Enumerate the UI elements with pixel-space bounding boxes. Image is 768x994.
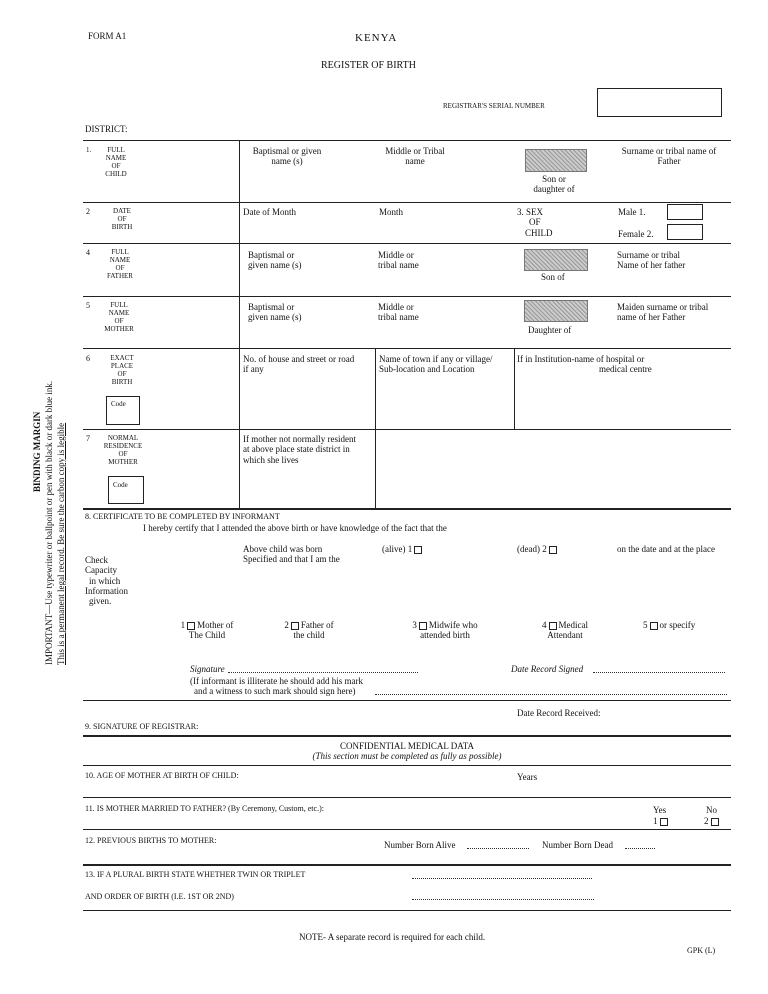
- on-date-label: on the date and at the place: [617, 544, 715, 554]
- q12-label: 12. PREVIOUS BIRTHS TO MOTHER:: [85, 836, 217, 845]
- binding-margin-label: BINDING MARGIN: [32, 411, 42, 492]
- serial-number-box[interactable]: [597, 88, 722, 117]
- rule-row6: [83, 348, 731, 349]
- option-father-label: Father of: [300, 620, 334, 630]
- row2-date-of-month: Date of Month: [243, 207, 296, 217]
- q11-no-option[interactable]: [704, 816, 721, 826]
- signature-line[interactable]: [228, 672, 418, 673]
- row1-label: FULL NAME OF CHILD: [105, 146, 127, 179]
- option-medical-sub: Attendant: [547, 630, 583, 641]
- dead-option[interactable]: [517, 544, 559, 554]
- option-midwife-num: 3: [412, 620, 417, 630]
- row7-note: If mother not normally resident at above place state district in which she lives: [243, 434, 356, 465]
- date-signed-label: Date Record Signed: [511, 664, 584, 674]
- q12-alive-label: Number Born Alive: [384, 840, 456, 850]
- option-midwife[interactable]: [405, 620, 485, 641]
- row4-surname-label: Surname or tribal Name of her father: [617, 250, 686, 271]
- medical-heading: CONFIDENTIAL MEDICAL DATA (This section must be completed as fully as possible): [312, 741, 502, 762]
- cert-capacity-label: Check Capacity in which Information given.: [85, 555, 128, 607]
- option-medical-num: 4: [542, 620, 547, 630]
- male-box[interactable]: [667, 204, 703, 220]
- row1-middle-label: Middle or Tribal name: [385, 146, 445, 167]
- option-specify-num: 5: [643, 620, 648, 630]
- serial-number-label: REGISTRAR'S SERIAL NUMBER: [443, 102, 545, 110]
- option-specify-label: or specify: [659, 620, 696, 630]
- registrar-signature-label: 9. SIGNATURE OF REGISTRAR:: [85, 722, 199, 731]
- row5-hatch: [524, 300, 588, 322]
- form-id: FORM A1: [88, 31, 127, 41]
- rule-registrar: [83, 735, 731, 737]
- row4-label: FULL NAME OF FATHER: [107, 248, 133, 281]
- date-received-label: Date Record Received:: [517, 708, 601, 718]
- option-specify-checkbox[interactable]: [650, 622, 658, 630]
- row5-num: 5: [86, 301, 90, 310]
- option-mother[interactable]: [172, 620, 242, 641]
- row4-middle-label: Middle or tribal name: [378, 250, 419, 271]
- row4-hatch: [524, 249, 588, 271]
- witness-line[interactable]: [375, 694, 727, 695]
- q13-order-line[interactable]: [412, 899, 594, 900]
- rule-row4: [83, 243, 731, 244]
- signature-label: Signature: [190, 664, 225, 674]
- option-mother-label: Mother of: [197, 620, 234, 630]
- row5-label: FULL NAME OF MOTHER: [104, 301, 134, 334]
- q12-dead-line[interactable]: [625, 848, 655, 849]
- row5-middle-label: Middle or tribal name: [378, 302, 419, 323]
- q11-yes: Yes: [653, 805, 667, 815]
- footer-note: NOTE- A separate record is required for each child.: [299, 932, 486, 942]
- row2-month: Month: [379, 207, 404, 217]
- row6-town-label: Name of town if any or village/ Sub-location and Location: [379, 354, 493, 375]
- row4-son-of: Son of: [541, 272, 565, 282]
- q10-years: Years: [517, 772, 538, 782]
- col-label-divider: [239, 140, 240, 508]
- q13-line[interactable]: [412, 878, 592, 879]
- q11-yes-checkbox[interactable]: [660, 818, 668, 826]
- dead-label: (dead) 2: [517, 544, 547, 554]
- q11-yes-num: 1: [653, 816, 658, 826]
- district-label: DISTRICT:: [85, 124, 128, 134]
- female-label: Female 2.: [618, 229, 654, 239]
- option-medical[interactable]: [530, 620, 600, 641]
- row7-code-label: Code: [113, 481, 128, 489]
- row7-num: 7: [86, 434, 90, 443]
- option-mother-sub: The Child: [188, 630, 226, 641]
- alive-checkbox[interactable]: [414, 546, 422, 554]
- cert-intro: I hereby certify that I attended the above birth or have knowledge of the fact that the: [143, 523, 447, 533]
- rule-q13: [83, 910, 731, 911]
- important-note: IMPORTANT—Use typewriter or ballpoint or pen with black or dark blue ink.: [44, 380, 54, 665]
- row1-hatch: [525, 149, 587, 172]
- row4-given-label: Baptismal or given name (s): [248, 250, 302, 271]
- row1-son-of: Son or daughter of: [533, 174, 575, 195]
- option-specify[interactable]: [643, 620, 723, 630]
- option-father-sub: the child: [293, 630, 325, 641]
- rule-q11: [83, 829, 731, 830]
- row6-label: EXACT PLACE OF BIRTH: [110, 354, 134, 387]
- option-medical-checkbox[interactable]: [549, 622, 557, 630]
- row7-div: [375, 429, 376, 508]
- dead-checkbox[interactable]: [549, 546, 557, 554]
- option-mother-checkbox[interactable]: [187, 622, 195, 630]
- rule-row7: [83, 429, 731, 430]
- q10-label: 10. AGE OF MOTHER AT BIRTH OF CHILD:: [85, 771, 239, 780]
- permanent-record-note: This is a permanent legal record. Be sure the carbon copy is legible: [56, 422, 66, 665]
- rule-q10: [83, 797, 731, 798]
- footer-code: GPK (L): [687, 946, 716, 955]
- option-medical-label: Medical: [558, 620, 588, 630]
- rule-q12: [83, 864, 731, 866]
- q11-no-num: 2: [704, 816, 709, 826]
- option-midwife-checkbox[interactable]: [419, 622, 427, 630]
- q11-no-checkbox[interactable]: [711, 818, 719, 826]
- male-label: Male 1.: [618, 207, 646, 217]
- row5-given-label: Baptismal or given name (s): [248, 302, 302, 323]
- illiterate-note: (If informant is illiterate he should add his mark and a witness to such mark should sign here): [190, 676, 363, 697]
- cert-born-label: Above child was born Specified and that I am the: [243, 544, 340, 565]
- row7-code-box[interactable]: [108, 476, 144, 504]
- row6-house-label: No. of house and street or road if any: [243, 354, 355, 375]
- option-midwife-label: Midwife who: [428, 620, 478, 630]
- cert-heading: 8. CERTIFICATE TO BE COMPLETED BY INFORMANT: [85, 512, 280, 521]
- q13-label: 13. IF A PLURAL BIRTH STATE WHETHER TWIN OR TRIPLET: [85, 870, 306, 879]
- country-title: KENYA: [355, 32, 398, 44]
- option-father-num: 2: [284, 620, 289, 630]
- rule-cert: [83, 508, 731, 510]
- row4-num: 4: [86, 248, 90, 257]
- option-father[interactable]: [274, 620, 344, 641]
- alive-label: (alive) 1: [382, 544, 413, 554]
- row6-div-b: [514, 348, 515, 429]
- option-midwife-sub: attended birth: [420, 630, 470, 641]
- rule-row5: [83, 296, 731, 297]
- option-father-checkbox[interactable]: [291, 622, 299, 630]
- female-box[interactable]: [667, 224, 703, 240]
- row1-given-label: Baptismal or given name (s): [252, 146, 322, 167]
- row3-sex-label: 3. SEX OF CHILD: [517, 207, 553, 238]
- q12-dead-label: Number Born Dead: [542, 840, 613, 850]
- row2-label: DATE OF BIRTH: [111, 207, 133, 232]
- row6-institution-label: If in Institution-name of hospital or medical centre: [517, 354, 652, 375]
- q11-yes-option[interactable]: [653, 816, 670, 826]
- rule-top: [83, 140, 731, 141]
- q11-label: 11. IS MOTHER MARRIED TO FATHER? (By Ceremony, Custom, etc.):: [85, 804, 324, 813]
- row5-maiden-label: Maiden surname or tribal name of her Father: [617, 302, 709, 323]
- q11-no: No: [706, 805, 717, 815]
- row6-div-a: [375, 348, 376, 429]
- rule-row2: [83, 202, 731, 203]
- row5-daughter-of: Daughter of: [528, 325, 572, 335]
- row6-code-label: Code: [111, 400, 126, 408]
- q13-order-label: AND ORDER OF BIRTH (I.E. 1ST OR 2ND): [85, 892, 234, 901]
- alive-option[interactable]: [382, 544, 424, 554]
- rule-cert-bottom: [83, 700, 731, 701]
- date-signed-line[interactable]: [593, 672, 725, 673]
- row6-num: 6: [86, 354, 90, 363]
- row7-label: NORMAL RESIDENCE OF MOTHER: [103, 434, 143, 467]
- rule-medical: [83, 765, 731, 766]
- row2-num: 2: [86, 207, 90, 216]
- row1-surname-label: Surname or tribal name of Father: [621, 146, 717, 167]
- row6-code-box[interactable]: [106, 396, 140, 425]
- q12-alive-line[interactable]: [467, 848, 529, 849]
- option-mother-num: 1: [180, 620, 186, 630]
- page-title: REGISTER OF BIRTH: [321, 60, 416, 71]
- row1-num: 1.: [86, 146, 92, 154]
